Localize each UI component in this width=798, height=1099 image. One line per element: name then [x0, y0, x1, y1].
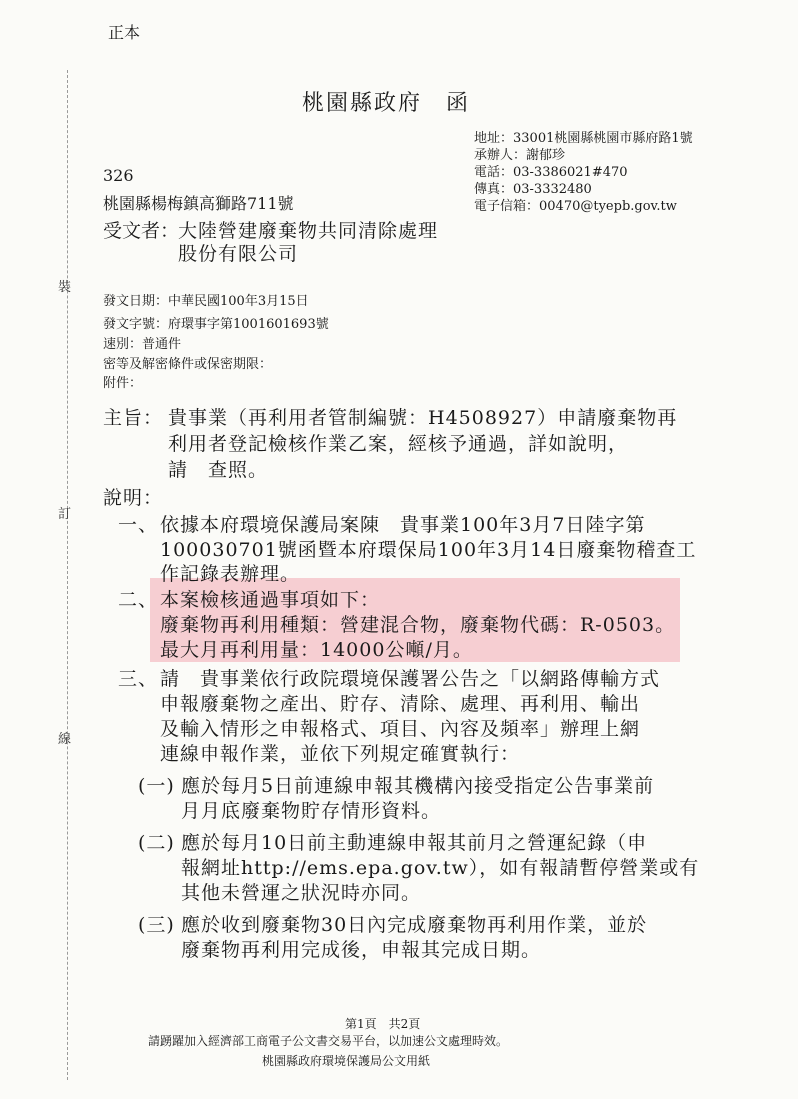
- document-title: 桃園縣政府 函: [302, 91, 471, 116]
- contact-officer: 承辦人：謝郁珍: [474, 148, 566, 163]
- recipient-address: 桃園縣楊梅鎮高獅路711號: [103, 194, 294, 213]
- issue-number: 發文字號：府環事字第1001601693號: [103, 317, 329, 332]
- binding-margin-line: [67, 70, 68, 1080]
- contact-phone: 電話：03-3386021#470: [474, 165, 628, 180]
- subitem-number: (三): [138, 914, 175, 936]
- subject-line: 請 查照。: [168, 459, 269, 481]
- item-line: 申報廢棄物之產出、貯存、清除、處理、再利用、輸出: [160, 693, 641, 715]
- contact-address: 地址：33001桃園縣桃園市縣府路1號: [474, 131, 693, 146]
- subitem-line: 報網址http://ems.epa.gov.tw），如有報請暫停營業或有: [181, 857, 700, 879]
- subitem-line: 應於每月5日前連線申報其機構內接受指定公告事業前: [181, 775, 655, 797]
- item-line: 本案檢核通過事項如下：: [160, 589, 381, 611]
- binding-char-ding: 訂: [58, 507, 72, 522]
- subitem-line: 其他未營運之狀況時亦同。: [181, 882, 422, 904]
- subitem-line: 廢棄物再利用完成後，申報其完成日期。: [181, 939, 542, 961]
- item-line: 100030701號函暨本府環保局100年3月14日廢棄物稽查工: [160, 539, 697, 561]
- subitem-number: (一): [138, 775, 175, 797]
- item-line: 廢棄物再利用種類：營建混合物，廢棄物代碼：R-0503。: [160, 614, 676, 636]
- item-number: 二、: [118, 589, 159, 611]
- item-number: 一、: [118, 514, 159, 536]
- item-line: 請 貴事業依行政院環境保護署公告之「以網路傳輸方式: [160, 668, 661, 690]
- copy-mark: 正本: [108, 23, 141, 42]
- confidentiality: 密等及解密條件或保密期限：: [103, 357, 273, 372]
- item-line: 依據本府環境保護局案陳 貴事業100年3月7日陸字第: [160, 514, 646, 536]
- recipient-name-line1: 大陸營建廢棄物共同清除處理: [178, 220, 439, 242]
- explanation-label: 說明：: [103, 487, 164, 509]
- subitem-line: 應於收到廢棄物30日內完成廢棄物再利用作業，並於: [181, 914, 648, 936]
- recipient-label: 受文者：: [103, 220, 180, 242]
- item-line: 連線申報作業，並依下列規定確實執行：: [160, 743, 521, 765]
- paper-label: 桃園縣政府環境保護局公文用紙: [262, 1054, 431, 1068]
- item-line: 最大月再利用量：14000公噸/月。: [160, 639, 473, 661]
- binding-char-xian: 線: [58, 732, 72, 747]
- subitem-line: 應於每月10日前主動連線申報其前月之營運紀錄（申: [181, 832, 648, 854]
- item-line: 作記錄表辦理。: [160, 563, 301, 585]
- footer-note: 請踴躍加入經濟部工商電子公文書交易平台，以加速公文處理時效。: [148, 1034, 509, 1048]
- item-number: 三、: [118, 668, 159, 690]
- binding-char-zhuang: 裝: [58, 280, 72, 295]
- contact-fax: 傳真：03-3332480: [474, 182, 592, 197]
- subitem-line: 月月底廢棄物貯存情形資料。: [181, 800, 442, 822]
- recipient-name-line2: 股份有限公司: [178, 243, 299, 265]
- urgency: 速別：普通件: [103, 337, 182, 352]
- subject-label: 主旨：: [103, 407, 164, 429]
- subject-line: 利用者登記檢核作業乙案，經核予通過，詳如說明，: [168, 433, 629, 455]
- contact-email: 電子信箱：00470@tyepb.gov.tw: [474, 199, 677, 214]
- subitem-number: (二): [138, 832, 175, 854]
- postal-code: 326: [103, 166, 134, 185]
- attachments: 附件：: [103, 376, 143, 391]
- subject-line: 貴事業（再利用者管制編號：H4508927）申請廢棄物再: [168, 407, 678, 429]
- page-number: 第1頁 共2頁: [345, 1017, 421, 1031]
- issue-date: 發文日期：中華民國100年3月15日: [103, 294, 309, 309]
- item-line: 及輸入情形之申報格式、項目、內容及頻率」辦理上網: [160, 718, 641, 740]
